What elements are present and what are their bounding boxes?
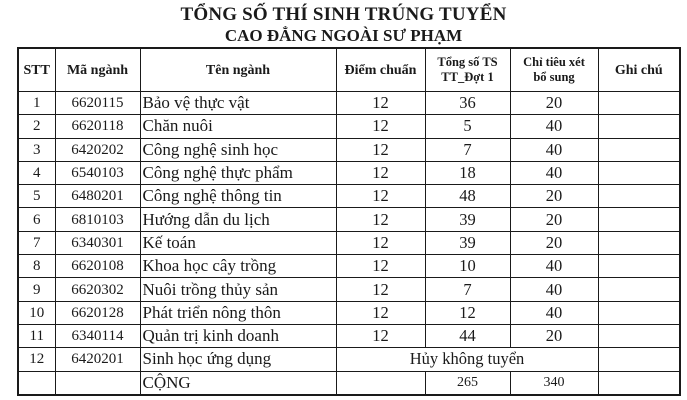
row-code: 6420201 <box>55 348 140 371</box>
row-score: 12 <box>336 208 425 231</box>
table-row-sum <box>18 371 680 395</box>
row-note <box>598 185 680 208</box>
row-code: 6540103 <box>55 161 140 184</box>
sum-score-empty <box>336 371 425 395</box>
header-quota-line2: bổ sung <box>533 70 575 84</box>
row-name: Phát triển nông thôn <box>140 301 336 324</box>
table-row <box>18 92 680 115</box>
table-row <box>18 231 680 254</box>
row-note <box>598 92 680 115</box>
sum-quota: 340 <box>510 371 598 395</box>
row-note <box>598 278 680 301</box>
row-note <box>598 208 680 231</box>
row-name: Hướng dẫn du lịch <box>140 208 336 231</box>
row-code: 6420202 <box>55 138 140 161</box>
sum-code-empty <box>55 371 140 395</box>
row-quota: 20 <box>510 185 598 208</box>
row-total: 36 <box>425 92 510 115</box>
header-total-line1: Tổng số TS <box>437 55 498 69</box>
row-code: 6620118 <box>55 115 140 138</box>
row-code: 6480201 <box>55 185 140 208</box>
header-stt: STT <box>18 48 55 92</box>
table-row <box>18 324 680 347</box>
row-name: Quản trị kinh doanh <box>140 324 336 347</box>
row-total: 39 <box>425 231 510 254</box>
row-note <box>598 255 680 278</box>
table-row <box>18 301 680 324</box>
row-stt: 12 <box>18 348 55 371</box>
row-quota: 20 <box>510 231 598 254</box>
row-note <box>598 301 680 324</box>
row-note <box>598 231 680 254</box>
row-score: 12 <box>336 92 425 115</box>
row-stt: 10 <box>18 301 55 324</box>
row-quota: 40 <box>510 138 598 161</box>
row-note <box>598 115 680 138</box>
row-name: Công nghệ thực phẩm <box>140 161 336 184</box>
row-code: 6620115 <box>55 92 140 115</box>
table-row <box>18 208 680 231</box>
row-note <box>598 138 680 161</box>
table-row <box>18 185 680 208</box>
sum-label: CỘNG <box>140 371 336 395</box>
row-total: 7 <box>425 138 510 161</box>
row-stt: 5 <box>18 185 55 208</box>
row-stt: 7 <box>18 231 55 254</box>
row-score: 12 <box>336 278 425 301</box>
header-total <box>425 48 510 92</box>
row-stt: 9 <box>18 278 55 301</box>
row-code: 6810103 <box>55 208 140 231</box>
admissions-table <box>17 47 681 396</box>
row-quota: 40 <box>510 115 598 138</box>
row-name: Khoa học cây trồng <box>140 255 336 278</box>
row-note <box>598 348 680 371</box>
row-note <box>598 161 680 184</box>
header-total-line2: TT_Đợt 1 <box>441 70 494 84</box>
row-code: 6620128 <box>55 301 140 324</box>
row-stt: 2 <box>18 115 55 138</box>
page-subtitle: CAO ĐẲNG NGOÀI SƯ PHẠM <box>224 26 463 45</box>
row-name: Bảo vệ thực vật <box>140 92 336 115</box>
sum-total: 265 <box>425 371 510 395</box>
row-score: 12 <box>336 301 425 324</box>
row-quota: 20 <box>510 92 598 115</box>
row-score: 12 <box>336 231 425 254</box>
sum-note-empty <box>598 371 680 395</box>
header-name: Tên ngành <box>140 48 336 92</box>
row-stt: 11 <box>18 324 55 347</box>
row-status: Hủy không tuyển <box>336 348 598 371</box>
row-score: 12 <box>336 324 425 347</box>
row-score: 12 <box>336 115 425 138</box>
row-total: 12 <box>425 301 510 324</box>
table-row <box>18 138 680 161</box>
row-name: Công nghệ sinh học <box>140 138 336 161</box>
row-name: Sinh học ứng dụng <box>140 348 336 371</box>
row-quota: 40 <box>510 255 598 278</box>
table-row <box>18 161 680 184</box>
row-name: Chăn nuôi <box>140 115 336 138</box>
row-total: 39 <box>425 208 510 231</box>
row-name: Nuôi trồng thủy sản <box>140 278 336 301</box>
row-total: 18 <box>425 161 510 184</box>
row-total: 5 <box>425 115 510 138</box>
row-score: 12 <box>336 161 425 184</box>
page-title: TỔNG SỐ THÍ SINH TRÚNG TUYỂN <box>180 4 507 25</box>
row-stt: 1 <box>18 92 55 115</box>
row-code: 6620302 <box>55 278 140 301</box>
row-name: Kế toán <box>140 231 336 254</box>
row-score: 12 <box>336 255 425 278</box>
row-code: 6340301 <box>55 231 140 254</box>
row-total: 48 <box>425 185 510 208</box>
header-quota-line1: Chỉ tiêu xét <box>523 55 585 69</box>
row-quota: 40 <box>510 301 598 324</box>
row-quota: 20 <box>510 208 598 231</box>
row-stt: 4 <box>18 161 55 184</box>
row-total: 10 <box>425 255 510 278</box>
table-row-cancelled <box>18 348 680 371</box>
row-total: 44 <box>425 324 510 347</box>
row-quota: 40 <box>510 161 598 184</box>
row-score: 12 <box>336 185 425 208</box>
header-code: Mã ngành <box>55 48 140 92</box>
row-code: 6620108 <box>55 255 140 278</box>
table-header-row <box>18 48 680 92</box>
row-score: 12 <box>336 138 425 161</box>
row-stt: 6 <box>18 208 55 231</box>
row-name: Công nghệ thông tin <box>140 185 336 208</box>
table-row <box>18 115 680 138</box>
row-note <box>598 324 680 347</box>
row-quota: 20 <box>510 324 598 347</box>
table-row <box>18 278 680 301</box>
table-row <box>18 255 680 278</box>
sum-stt-empty <box>18 371 55 395</box>
row-stt: 8 <box>18 255 55 278</box>
header-note: Ghi chú <box>598 48 680 92</box>
row-total: 7 <box>425 278 510 301</box>
header-quota <box>510 48 598 92</box>
header-score: Điểm chuẩn <box>336 48 425 92</box>
row-stt: 3 <box>18 138 55 161</box>
row-quota: 40 <box>510 278 598 301</box>
row-code: 6340114 <box>55 324 140 347</box>
